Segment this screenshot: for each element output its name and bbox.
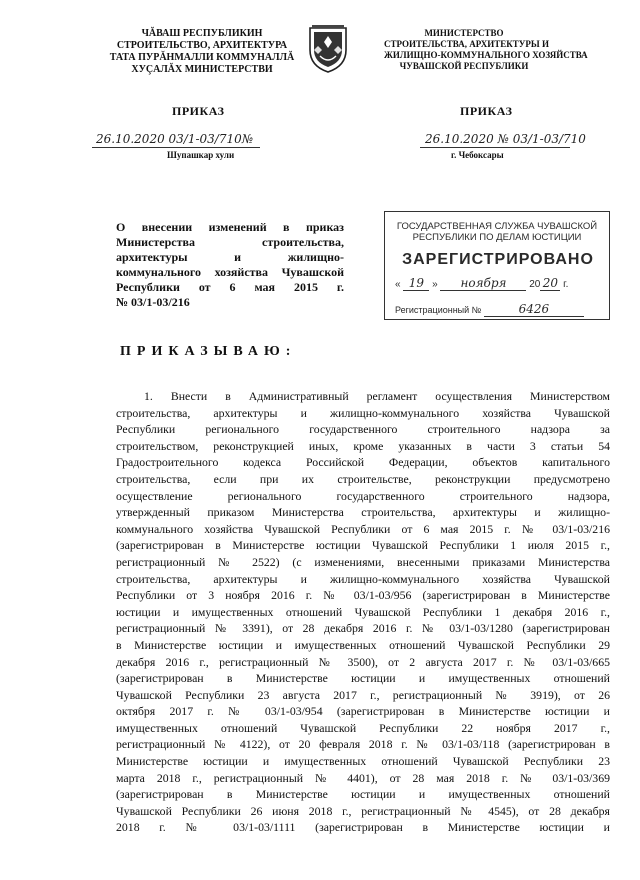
ministry-name-line: ЧУВАШСКОЙ РЕСПУБЛИКИ (399, 61, 529, 71)
body-line: строительством, реконструкцией иных, кроме указанных в части 3 статьи 54 (116, 438, 610, 453)
body-line: строительства, архитектуры и жилищно-коммунального хозяйства Чувашской (116, 405, 610, 420)
order-subject (116, 220, 344, 310)
body-line: (зарегистрирован в Министерстве юстиции Чувашской Республики 1 июля 2015 г., (116, 538, 610, 553)
order-heading: ПРИКАЗЫВАЮ: (120, 344, 297, 359)
stamp-year-unit: г. (563, 279, 569, 290)
body-line: юстиции и имущественных отношений Чувашской Республики 1 декабря 2016 г., (116, 604, 610, 619)
body-line: регистрационный № 2522) (с изменениями, внесенными приказами Министерства (116, 554, 610, 569)
ministry-name-line: ЧĂВАШ РЕСПУБЛИКИН (141, 28, 263, 39)
subject-line: О внесении изменений в приказ (116, 220, 344, 234)
body-line: регистрационный № 3391), от 28 декабря 2016 г. № 03/1-03/1280 (зарегистрирован (116, 621, 610, 636)
body-line: (зарегистрирован в Министерстве юстиции и имущественных отношений (116, 671, 610, 686)
stamp-year-suffix: 20 (540, 276, 560, 291)
body-line: осуществление регионального государственного строительного надзора, (116, 488, 610, 503)
body-line: регистрационный № 4122), от 20 февраля 2018 г. № 03/1-03/118 (зарегистрирован в (116, 737, 610, 752)
body-line: в Министерстве юстиции и имущественных отношений Чувашской Республики 29 (116, 637, 610, 652)
subject-line: коммунального хозяйства Чувашской (116, 265, 344, 279)
ministry-name-line: МИНИСТЕРСТВО (424, 28, 504, 38)
body-line: утвержденный приказом Министерства строительства, архитектуры и жилищно- (116, 505, 610, 520)
order-body (116, 388, 610, 836)
body-line: октября 2017 г. № 03/1-03/954 (зарегистрирован в Министерстве юстиции и (116, 704, 610, 719)
ministry-name-line: ХУÇАЛĂХ МИНИСТЕРСТВИ (131, 64, 273, 75)
ministry-name-line: ТАТА ПУРĂНМАЛЛИ КОММУНАЛЛĂ (109, 52, 295, 63)
stamp-quote-open: « (395, 279, 401, 290)
subject-line: Республики от 6 мая 2015 г. (116, 280, 344, 294)
stamp-registration (395, 302, 584, 317)
body-line: строительства, архитектуры и жилищно-коммунального хозяйства Чувашской (116, 571, 610, 586)
ministry-name-russian (384, 28, 588, 72)
ministry-name-line: СТРОИТЕЛЬСТВО, АРХИТЕКТУРА (116, 40, 288, 51)
stamp-month: ноября (440, 276, 526, 291)
body-line: Республики от 3 ноября 2016 г. № 03/1-03/956 (зарегистрирован в Министерстве (116, 588, 610, 603)
stamp-year-prefix: 20 (529, 279, 541, 290)
registration-stamp (384, 211, 610, 320)
place-russian: г. Чебоксары (451, 150, 504, 160)
number-underline (92, 147, 260, 148)
stamp-date (395, 276, 568, 291)
body-line: декабря 2016 г., регистрационный № 3500), от 2 августа 2017 г. № 03/1-03/665 (116, 654, 610, 669)
body-line: Чувашской Республики 23 августа 2017 г., регистрационный № 3919), от 26 (116, 687, 610, 702)
body-line: Градостроительного кодекса Российской Федерации, объектов капитального (116, 455, 610, 470)
subject-line: Министерства строительства, (116, 235, 344, 249)
order-title-russian: ПРИКАЗ (460, 104, 513, 118)
ministry-name-line: ЖИЛИЩНО-КОММУНАЛЬНОГО ХОЗЯЙСТВА (384, 50, 588, 60)
body-line: 2018 г. № 03/1-03/1111 (зарегистрирован в Министерстве юстиции и (116, 820, 610, 835)
body-line: имущественных отношений Чувашской Республики 22 ноября 2017 г., (116, 720, 610, 735)
body-line: Республики регионального государственного строительного надзора за (116, 422, 610, 437)
subject-line: архитектуры и жилищно- (116, 250, 344, 264)
body-line: марта 2018 г., регистрационный № 4401), от 28 мая 2018 г. № 03/1-03/369 (116, 770, 610, 785)
stamp-reg-label: Регистрационный № (395, 305, 482, 315)
subject-line: № 03/1-03/216 (116, 295, 190, 309)
body-line: Министерстве юстиции и имущественных отношений Чувашской Республики 23 (116, 754, 610, 769)
chuvash-emblem-icon (306, 24, 350, 74)
stamp-quote-close: » (432, 279, 438, 290)
stamp-agency-line: РЕСПУБЛИКИ ПО ДЕЛАМ ЮСТИЦИИ (412, 232, 582, 243)
place-chuvash: Шупашкар хули (167, 150, 235, 160)
body-line: строительства, если при их строительстве, реконструкции предусмотрено (116, 471, 610, 486)
stamp-day: 19 (403, 276, 429, 291)
body-line: (зарегистрирован в Министерстве юстиции и имущественных отношений (116, 787, 610, 802)
ministry-name-line: СТРОИТЕЛЬСТВА, АРХИТЕКТУРЫ И (384, 39, 549, 49)
stamp-title: ЗАРЕГИСТРИРОВАНО (402, 251, 594, 268)
order-title-chuvash: ПРИКАЗ (172, 104, 225, 118)
stamp-reg-number: 6426 (484, 302, 584, 317)
order-number-right: 26.10.2020 № 03/1-03/710 (425, 132, 586, 146)
body-line: 1. Внести в Административный регламент осуществления Министерством (144, 389, 610, 403)
number-underline (420, 147, 570, 148)
body-line: коммунального хозяйства Чувашской Республики от 6 мая 2015 г. № 03/1-03/216 (116, 521, 610, 536)
body-line: Чувашской Республики 26 июня 2018 г., регистрационный № 4545), от 28 декабря (116, 803, 610, 818)
ministry-name-chuvash (104, 28, 300, 76)
order-number-left: 26.10.2020 03/1-03/710№ (96, 132, 254, 146)
stamp-agency (391, 221, 603, 243)
stamp-agency-line: ГОСУДАРСТВЕННАЯ СЛУЖБА ЧУВАШСКОЙ (396, 221, 598, 232)
